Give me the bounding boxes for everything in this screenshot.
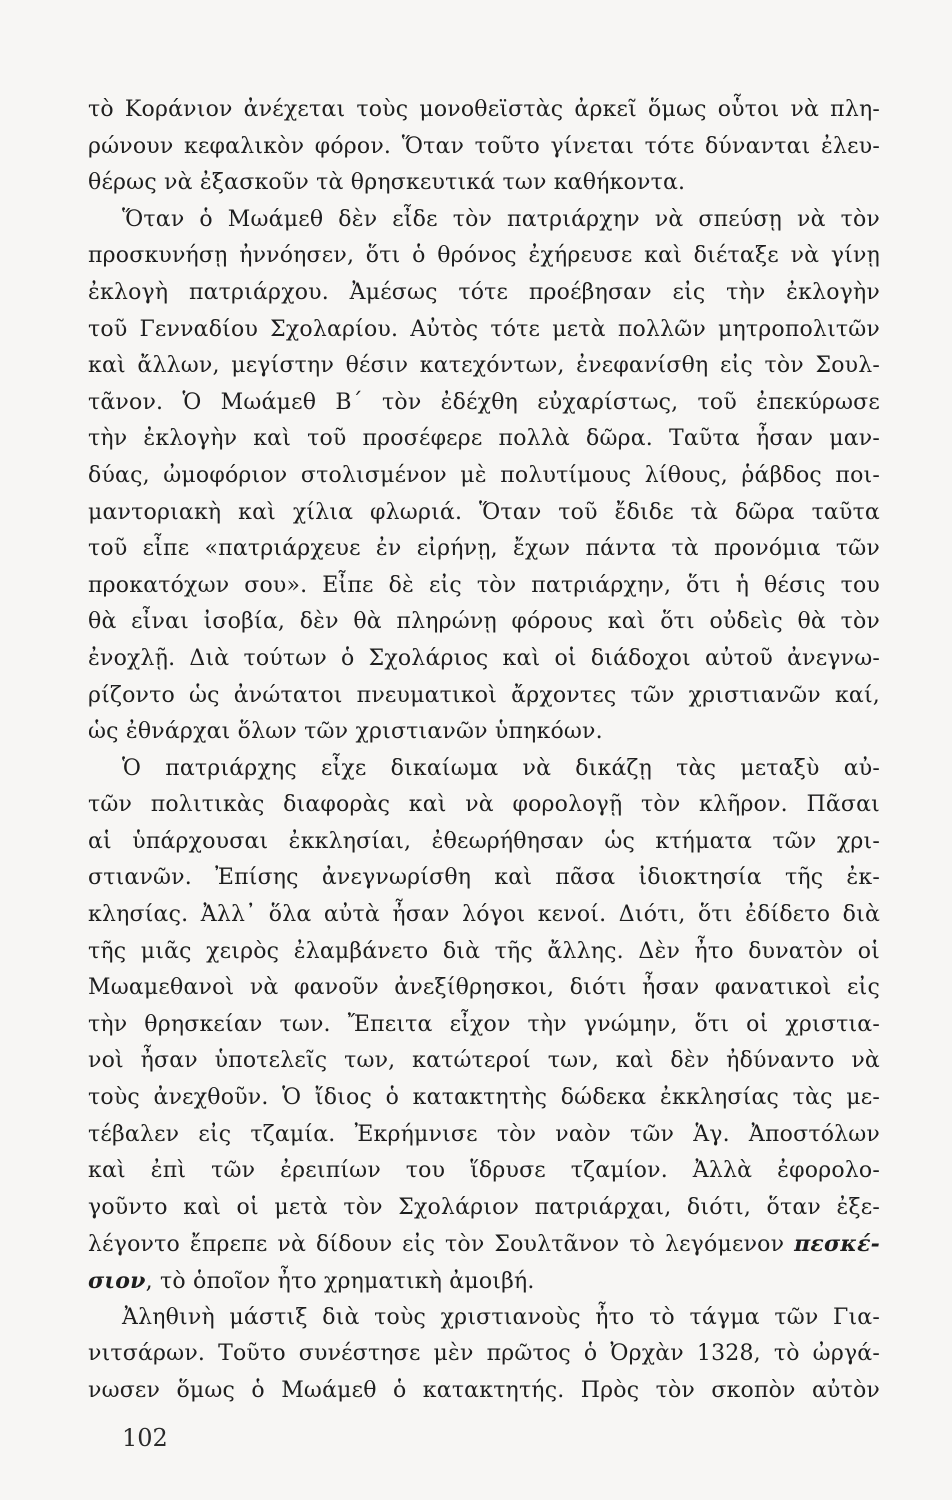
text-line: δύας, ὠμοφόριον στολισμένον μὲ πολυτίμους λίθους, ῥάβδος ποι- bbox=[88, 462, 880, 488]
text-line: Μωαμεθανοὶ νὰ φανοῦν ἀνεξίθρησκοι, διότι ἦσαν φανατικοὶ εἰς bbox=[88, 975, 880, 1001]
text-line: θὰ εἶναι ἰσοβία, δὲν θὰ πληρώνῃ φόρους καὶ ὅτι οὐδεὶς θὰ τὸν bbox=[88, 609, 880, 635]
text-line: τᾶνον. Ὁ Μωάμεθ Β΄ τὸν ἐδέχθη εὐχαρίστως, τοῦ ἐπεκύρωσε bbox=[88, 389, 880, 415]
text-line: τοῦ εἶπε «πατριάρχευε ἐν εἰρήνῃ, ἔχων πάντα τὰ προνόμια τῶν bbox=[88, 536, 880, 562]
text-line: Ὅταν ὁ Μωάμεθ δὲν εἶδε τὸν πατριάρχην νὰ σπεύσῃ νὰ τὸν bbox=[122, 206, 880, 232]
text-line: τὴν θρησκείαν των. Ἔπειτα εἶχον τὴν γνώμην, ὅτι οἱ χριστια- bbox=[88, 1011, 880, 1037]
emphasized-term: πεσκέ- bbox=[794, 1231, 880, 1258]
text-line: γοῦντο καὶ οἱ μετὰ τὸν Σχολάριον πατριάρχαι, διότι, ὅταν ἐξε- bbox=[88, 1194, 880, 1220]
text-line: Ὁ πατριάρχης εἶχε δικαίωμα νὰ δικάζῃ τὰς μεταξὺ αὐ- bbox=[122, 755, 880, 781]
emphasized-term: σιον bbox=[88, 1268, 146, 1294]
text-line: στιανῶν. Ἐπίσης ἀνεγνωρίσθη καὶ πᾶσα ἰδιοκτησία τῆς ἐκ- bbox=[88, 865, 880, 891]
text-line: τῆς μιᾶς χειρὸς ἐλαμβάνετο διὰ τῆς ἄλλης. Δὲν ἦτο δυνατὸν οἱ bbox=[88, 938, 880, 964]
text-line: σιον, τὸ ὁποῖον ἦτο χρηματικὴ ἀμοιβή. bbox=[88, 1268, 535, 1294]
text-line: καὶ ἐπὶ τῶν ἐρειπίων του ἵδρυσε τζαμίον. Ἀλλὰ ἐφορολο- bbox=[88, 1158, 880, 1184]
page-number: 102 bbox=[122, 1424, 168, 1452]
text-line: ὡς ἐθνάρχαι ὅλων τῶν χριστιανῶν ὑπηκόων. bbox=[88, 719, 603, 745]
text-line: αἱ ὑπάρχουσαι ἐκκλησίαι, ἐθεωρήθησαν ὡς κτήματα τῶν χρι- bbox=[88, 828, 880, 854]
text-line: τῶν πολιτικὰς διαφορὰς καὶ νὰ φορολογῇ τὸν κλῆρον. Πᾶσαι bbox=[88, 792, 880, 818]
text-line: τὴν ἐκλογὴν καὶ τοῦ προσέφερε πολλὰ δῶρα. Ταῦτα ἦσαν μαν- bbox=[88, 426, 880, 452]
text-line: ἐκλογὴ πατριάρχου. Ἀμέσως τότε προέβησαν εἰς τὴν ἐκλογὴν bbox=[88, 279, 880, 305]
text-line: προσκυνήσῃ ἠννόησεν, ὅτι ὁ θρόνος ἐχήρευσε καὶ διέταξε νὰ γίνῃ bbox=[88, 243, 880, 269]
text-line: νοὶ ἦσαν ὑποτελεῖς των, κατώτεροί των, καὶ δὲν ἠδύναντο νὰ bbox=[88, 1048, 880, 1074]
text-line: ρίζοντο ὡς ἀνώτατοι πνευματικοὶ ἄρχοντες τῶν χριστιανῶν καί, bbox=[88, 682, 880, 708]
text-line: κλησίας. Ἀλλ᾽ ὅλα αὐτὰ ἦσαν λόγοι κενοί. Διότι, ὅτι ἐδίδετο διὰ bbox=[88, 902, 880, 928]
text-line: προκατόχων σου». Εἶπε δὲ εἰς τὸν πατριάρχην, ὅτι ἡ θέσις του bbox=[88, 572, 880, 598]
text-line: λέγοντο ἔπρεπε νὰ δίδουν εἰς τὸν Σουλτᾶνον τὸ λεγόμενον πεσκέ- bbox=[88, 1231, 880, 1258]
text-line: νιτσάρων. Τοῦτο συνέστησε μὲν πρῶτος ὁ Ὀρχὰν 1328, τὸ ὠργά- bbox=[88, 1341, 880, 1367]
text-line: νωσεν ὅμως ὁ Μωάμεθ ὁ κατακτητής. Πρὸς τὸν σκοπὸν αὐτὸν bbox=[88, 1377, 880, 1403]
text-line: τοῦ Γενναδίου Σχολαρίου. Αὐτὸς τότε μετὰ πολλῶν μητροπολιτῶν bbox=[88, 316, 880, 342]
text-line: μαντοριακὴ καὶ χίλια φλωριά. Ὅταν τοῦ ἔδιδε τὰ δῶρα ταῦτα bbox=[88, 499, 880, 525]
body-text bbox=[88, 92, 880, 1409]
text-line: τὸ Κοράνιον ἀνέχεται τοὺς μονοθεϊστὰς ἀρκεῖ ὅμως οὗτοι νὰ πλη- bbox=[88, 97, 880, 122]
text-line: ἐνοχλῇ. Διὰ τούτων ὁ Σχολάριος καὶ οἱ διάδοχοι αὐτοῦ ἀνεγνω- bbox=[88, 645, 880, 671]
text-line: θέρως νὰ ἐξασκοῦν τὰ θρησκευτικά των καθήκοντα. bbox=[88, 170, 686, 196]
text-line: ρώνουν κεφαλικὸν φόρον. Ὅταν τοῦτο γίνεται τότε δύνανται ἐλευ- bbox=[88, 133, 880, 159]
text-line: τέβαλεν εἰς τζαμία. Ἐκρήμνισε τὸν ναὸν τῶν Ἁγ. Ἀποστόλων bbox=[88, 1121, 880, 1147]
text-line: Ἀληθινὴ μάστιξ διὰ τοὺς χριστιανοὺς ἦτο τὸ τάγμα τῶν Για- bbox=[122, 1304, 880, 1330]
text-line: καὶ ἄλλων, μεγίστην θέσιν κατεχόντων, ἐνεφανίσθη εἰς τὸν Σουλ- bbox=[88, 353, 880, 379]
text-line: τοὺς ἀνεχθοῦν. Ὁ ἴδιος ὁ κατακτητὴς δώδεκα ἐκκλησίας τὰς με- bbox=[88, 1085, 880, 1111]
